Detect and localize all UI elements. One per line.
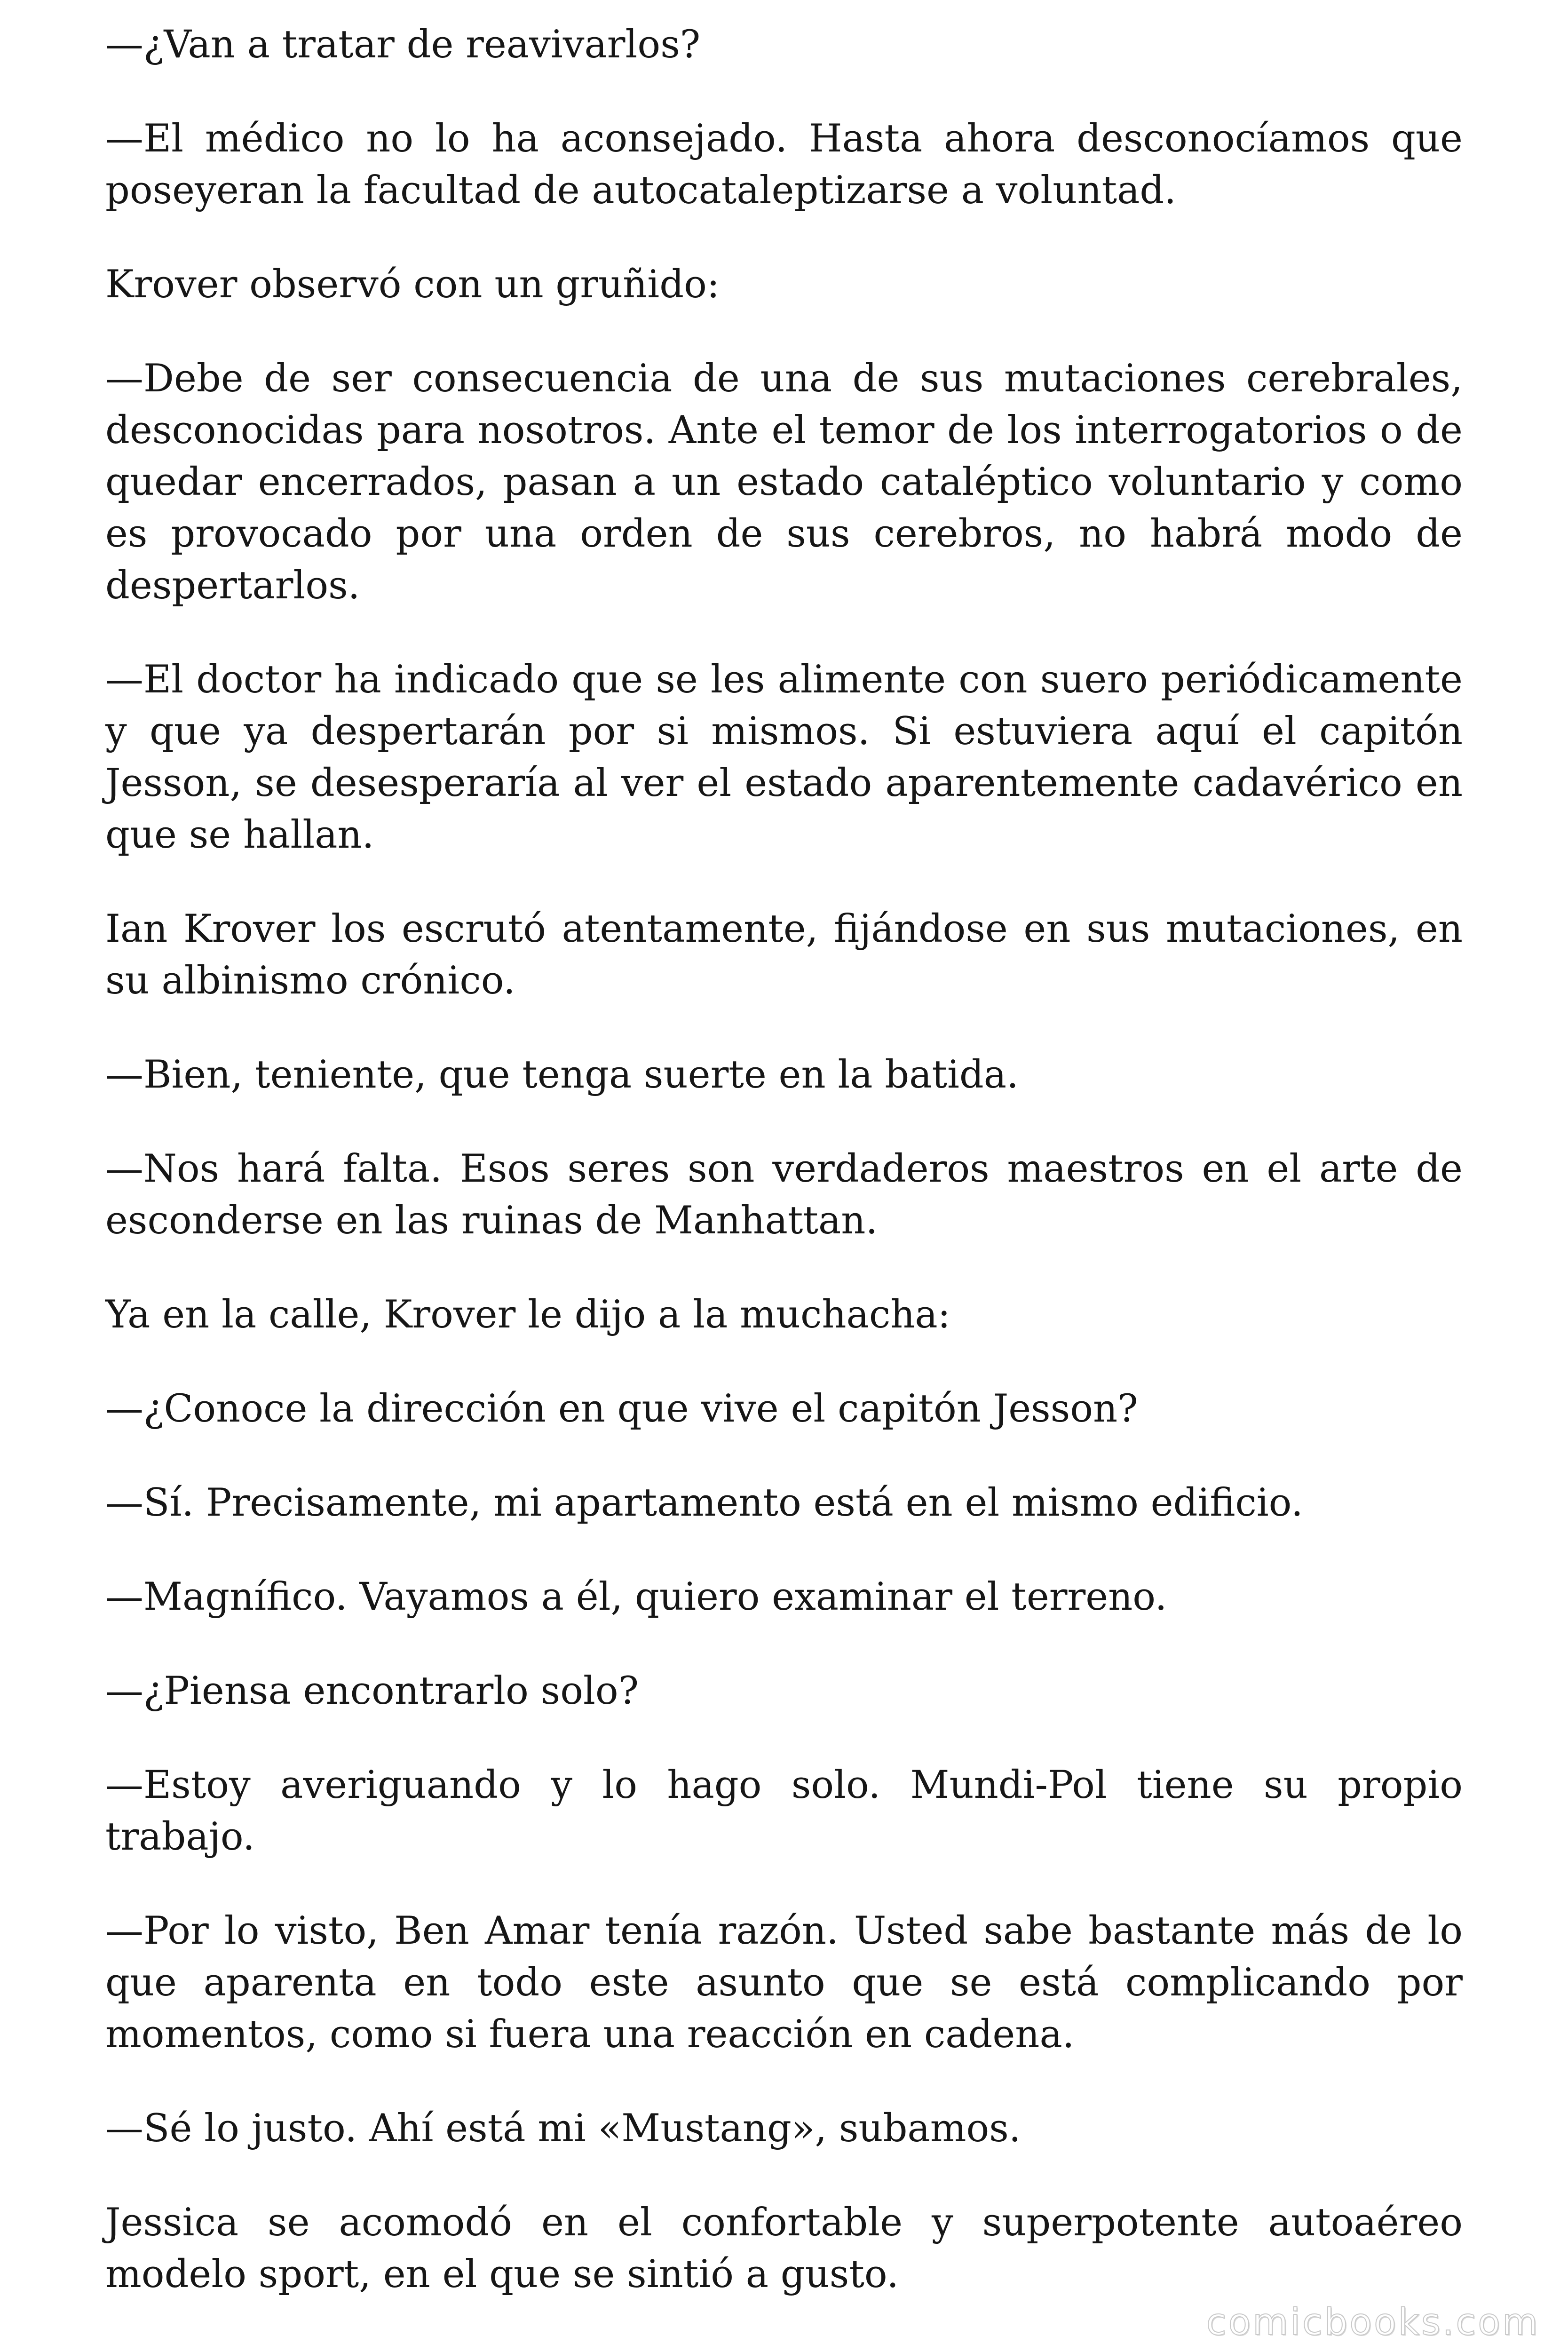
- paragraph: —Debe de ser consecuencia de una de sus mutaciones cerebrales, desconocidas para nosotros. Ante el temor de los interrogatorios o de quedar encerrados, pasan a un estado cataléptico voluntario y como es provocado por una orden de sus cerebros, no habrá modo de despertarlos.: [105, 357, 1463, 608]
- paragraph: —El médico no lo ha aconsejado. Hasta ahora desconocíamos que poseyeran la facultad de autocataleptizarse a voluntad.: [105, 117, 1463, 213]
- paragraph: —Nos hará falta. Esos seres son verdaderos maestros en el arte de esconderse en las ruinas de Manhattan.: [105, 1147, 1463, 1243]
- paragraph: —¿Conoce la dirección en que vive el capitón Jesson?: [105, 1387, 1138, 1431]
- paragraph: —Magnífico. Vayamos a él, quiero examinar el terreno.: [105, 1575, 1167, 1619]
- paragraph: —¿Van a tratar de reavivarlos?: [105, 23, 701, 67]
- paragraph: Ian Krover los escrutó atentamente, fijándose en sus mutaciones, en su albinismo crónico.: [105, 907, 1463, 1003]
- page-text: [105, 19, 1463, 2324]
- paragraph: —Estoy averiguando y lo hago solo. Mundi-Pol tiene su propio trabajo.: [105, 1763, 1463, 1859]
- paragraph: —Sé lo justo. Ahí está mi «Mustang», subamos.: [105, 2106, 1021, 2151]
- paragraph: —Sí. Precisamente, mi apartamento está en el mismo edificio.: [105, 1481, 1303, 1525]
- paragraph: Jessica se acomodó en el confortable y superpotente autoaéreo modelo sport, en el que se sintió a gusto.: [105, 2201, 1463, 2296]
- paragraph: Krover observó con un gruñido:: [105, 262, 720, 307]
- paragraph: —Por lo visto, Ben Amar tenía razón. Usted sabe bastante más de lo que aparenta en todo este asunto que se está complicando por momentos, como si fuera una reacción en cadena.: [105, 1909, 1463, 2057]
- paragraph: —El doctor ha indicado que se les alimente con suero periódicamente y que ya despertarán por si mismos. Si estuviera aquí el capitón Jesson, se desesperaría al ver el estado aparentemente cadavérico en que se hallan.: [105, 658, 1463, 857]
- paragraph: Ya en la calle, Krover le dijo a la muchacha:: [105, 1293, 950, 1337]
- watermark: comicbooks.com: [1206, 2301, 1540, 2344]
- paragraph: —¿Piensa encontrarlo solo?: [105, 1669, 639, 1713]
- paragraph: —Bien, teniente, que tenga suerte en la batida.: [105, 1053, 1019, 1097]
